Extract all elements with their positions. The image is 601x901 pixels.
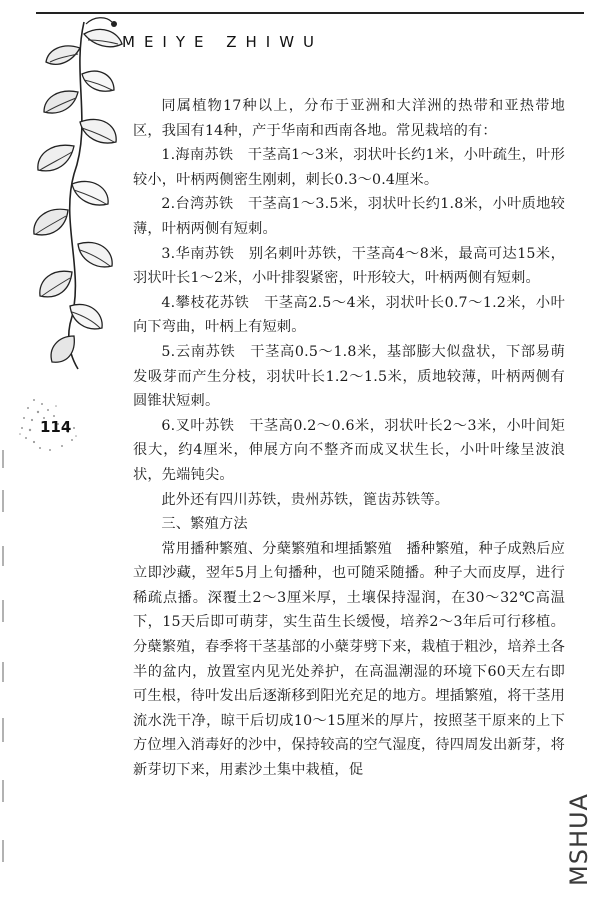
running-head: MEIYE ZHIWU <box>122 33 324 51</box>
intro-paragraph: 同属植物17种以上，分布于亚洲和大洋洲的热带和亚热带地区，我国有14种，产于华南和西南各地。常见栽培的有： <box>133 98 565 139</box>
body-text <box>133 94 565 783</box>
other-species-paragraph: 此外还有四川苏铁，贵州苏铁，篦齿苏铁等。 <box>161 491 450 508</box>
species-hainan: 1.海南苏铁 干茎高1～3米，羽状叶长约1米，小叶疏生，叶形较小，叶柄两侧密生刚刺，刺长0.3～0.4厘米。 <box>133 147 565 188</box>
side-watermark <box>563 778 593 888</box>
species-taiwan: 2.台湾苏铁 干茎高1～3.5米，羽状叶长约1.8米，小叶质地较薄，叶柄两侧有短刺。 <box>133 196 565 237</box>
watermark-text: MSHUA <box>565 793 593 886</box>
page-number: 114 <box>40 418 72 436</box>
vine-decoration <box>22 14 142 374</box>
propagation-paragraph: 常用播种繁殖、分蘖繁殖和埋插繁殖 播种繁殖，种子成熟后应立即沙藏，翌年5月上旬播种，也可随采随播。种子大而皮厚，进行稀疏点播。深覆土2～3厘米厚，土壤保持湿润，在30～32℃高温下，15天后即可萌芽，实生苗生长缓慢，培养2～3年后可行移植。分蘖繁殖，春季将干茎基部的小蘖芽劈下来，栽植于粗沙，培养土各半的盆内，放置室内见光处养护，在高温潮湿的环境下60天左右即可生根，待叶发出后逐渐移到阳光充足的地方。埋插繁殖，将干茎用流水洗干净，晾干后切成10～15厘米的厚片，按照茎干原来的上下方位埋入消毒好的沙中，保持较高的空气湿度，待四周发出新芽，将新芽切下来，用素沙土集中栽植，促 <box>133 540 565 779</box>
species-panzhihua: 4.攀枝花苏铁 干茎高2.5～4米，羽状叶长0.7～1.2米，小叶向下弯曲，叶柄上有短刺。 <box>133 294 565 336</box>
species-yunnan: 5.云南苏铁 干茎高0.5～1.8米，基部膨大似盘状，下部易萌发吸芽而产生分枝，羽状叶长1.2～1.5米，质地较薄，叶柄两侧有圆锥状短刺。 <box>133 343 565 410</box>
species-chaye: 6.叉叶苏铁 干茎高0.2～0.6米，羽状叶长2～3米，小叶间矩很大，约4厘米，伸展方向不整齐而成叉状生长，小叶叶缘呈波浪状，先端钝尖。 <box>133 417 565 483</box>
margin-ticks <box>0 450 10 870</box>
species-huanan: 3.华南苏铁 别名刺叶苏铁，干茎高4～8米，最高可达15米，羽状叶长1～2米，小叶排裂紧密，叶形较大，叶柄两侧有短刺。 <box>133 245 565 287</box>
section-heading: 三、繁殖方法 <box>161 516 248 533</box>
